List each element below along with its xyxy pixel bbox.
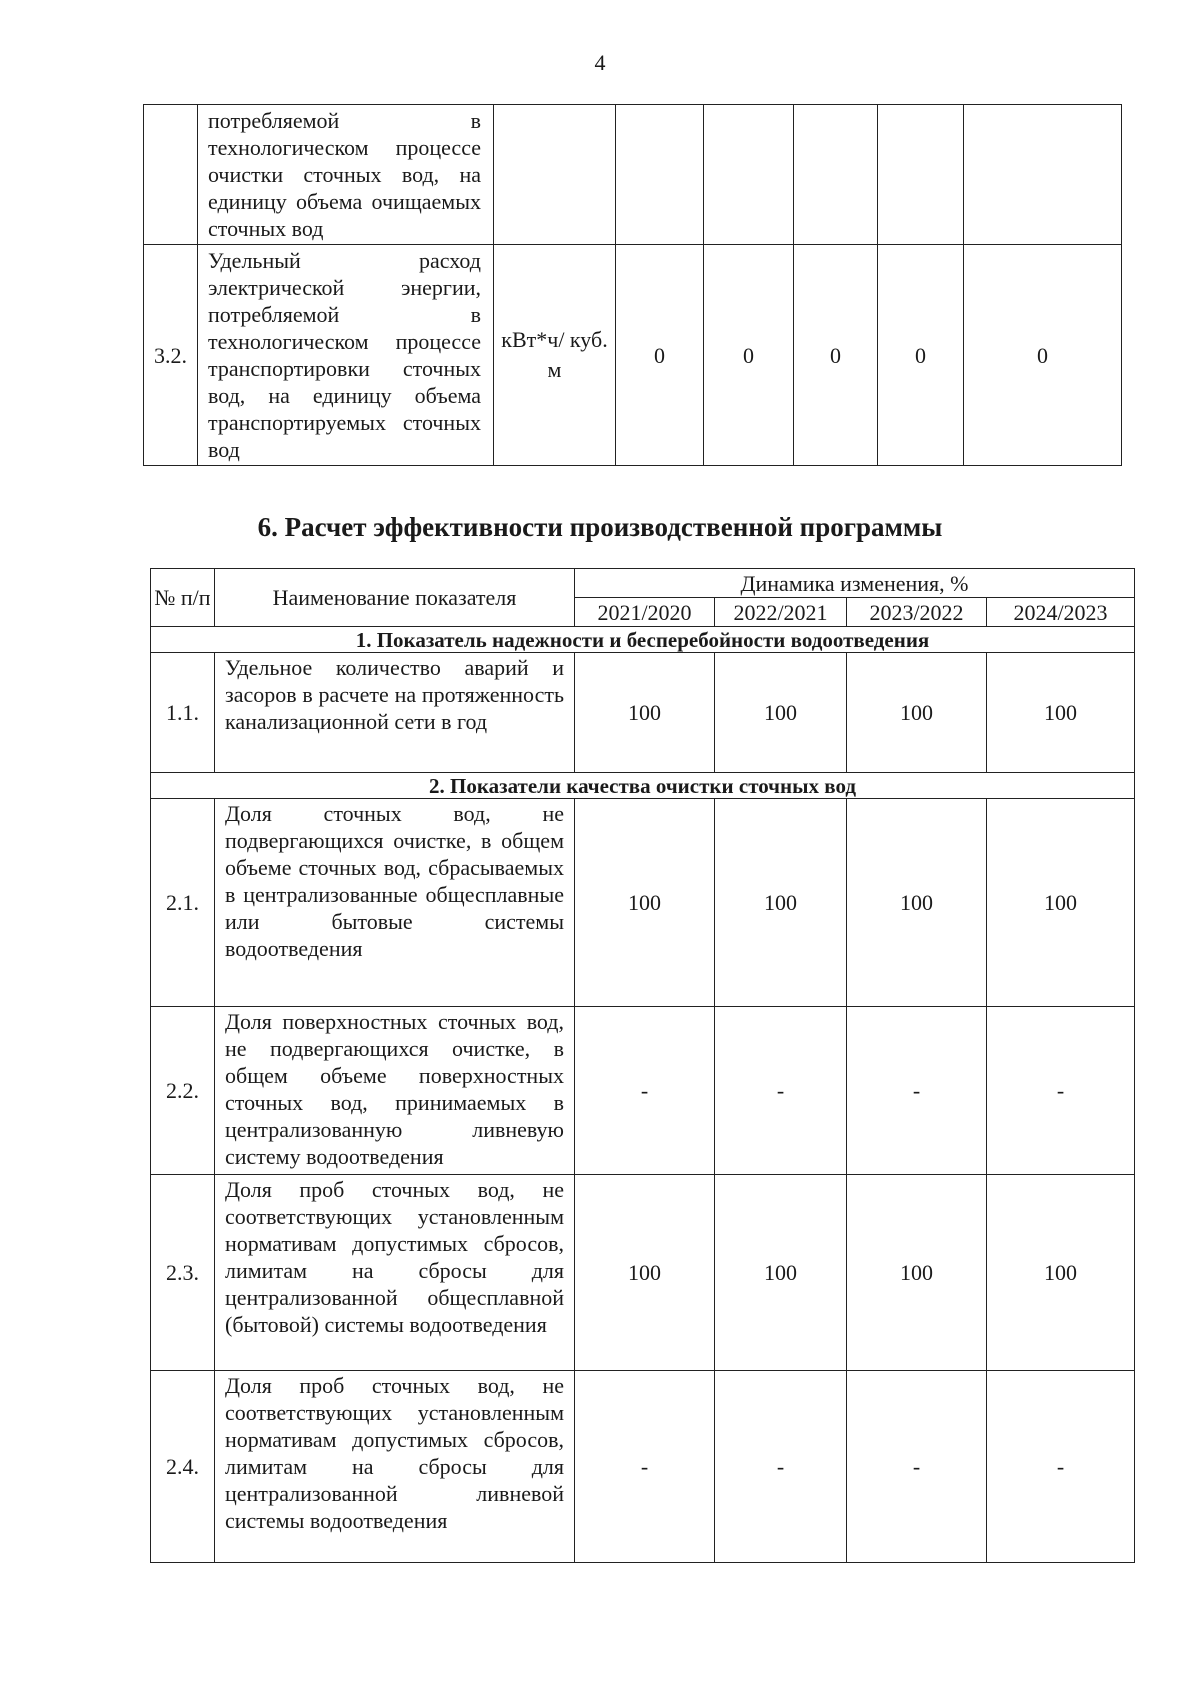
value-cell: 0 <box>616 245 704 466</box>
value-cell: 100 <box>575 1175 715 1371</box>
value-cell <box>704 105 794 245</box>
row-number: 2.1. <box>151 799 215 1007</box>
value-cell: 100 <box>715 653 847 773</box>
row-number: 2.3. <box>151 1175 215 1371</box>
indicator-name: Удельный расход электрической энергии, потребляемой в технологическом процессе транспортировки сточных вод, на единицу объема транспортируемых сточных вод <box>198 245 494 466</box>
value-cell: - <box>575 1007 715 1175</box>
value-cell: 100 <box>847 799 987 1007</box>
value-cell: - <box>575 1371 715 1563</box>
header-dynamics: Динамика изменения, % <box>575 569 1135 598</box>
value-cell <box>616 105 704 245</box>
value-cell: - <box>715 1371 847 1563</box>
indicators-table-continuation <box>143 104 1122 466</box>
value-cell: 100 <box>715 799 847 1007</box>
indicator-name: Доля проб сточных вод, не соответствующих установленным нормативам допустимых сбросов, лимитам на сбросы для централизованной общесплавной (бытовой) системы водоотведения <box>215 1175 575 1371</box>
value-cell: - <box>847 1007 987 1175</box>
table-row <box>151 1371 1135 1563</box>
value-cell: 0 <box>878 245 964 466</box>
group-title: 2. Показатели качества очистки сточных вод <box>151 773 1135 799</box>
value-cell: 100 <box>987 799 1135 1007</box>
row-number: 1.1. <box>151 653 215 773</box>
table-row <box>151 653 1135 773</box>
header-year: 2021/2020 <box>575 598 715 627</box>
section-title: 6. Расчет эффективности производственной программы <box>257 512 943 542</box>
group-title: 1. Показатель надежности и бесперебойности водоотведения <box>151 627 1135 653</box>
table-header-row <box>151 569 1135 598</box>
value-cell <box>794 105 878 245</box>
value-cell: 100 <box>987 653 1135 773</box>
unit-cell: кВт*ч/ куб. м <box>494 245 616 466</box>
indicator-name: Удельное количество аварий и засоров в расчете на протяженность канализационной сети в год <box>215 653 575 773</box>
indicator-name: Доля поверхностных сточных вод, не подвергающихся очистке, в общем объеме поверхностных сточных вод, принимаемых в централизованную ливневую систему водоотведения <box>215 1007 575 1175</box>
value-cell: 0 <box>704 245 794 466</box>
group-row <box>151 773 1135 799</box>
row-number: 2.2. <box>151 1007 215 1175</box>
value-cell: - <box>987 1007 1135 1175</box>
header-year: 2024/2023 <box>987 598 1135 627</box>
table-row <box>144 245 1122 466</box>
row-number <box>144 105 198 245</box>
table-row <box>151 1007 1135 1175</box>
table-row <box>144 105 1122 245</box>
indicator-name: Доля сточных вод, не подвергающихся очистке, в общем объеме сточных вод, сбрасываемых в централизованные общесплавные или бытовые системы водоотведения <box>215 799 575 1007</box>
unit-cell <box>494 105 616 245</box>
value-cell: - <box>847 1371 987 1563</box>
indicator-name: Доля проб сточных вод, не соответствующих установленным нормативам допустимых сбросов, лимитам на сбросы для централизованной ливневой системы водоотведения <box>215 1371 575 1563</box>
efficiency-table <box>150 568 1135 1563</box>
value-cell: 100 <box>575 799 715 1007</box>
header-year: 2022/2021 <box>715 598 847 627</box>
header-indicator-name: Наименование показателя <box>215 569 575 627</box>
value-cell: 0 <box>794 245 878 466</box>
value-cell: - <box>715 1007 847 1175</box>
table-row <box>151 799 1135 1007</box>
header-number: № п/п <box>151 569 215 627</box>
row-number: 2.4. <box>151 1371 215 1563</box>
value-cell: 100 <box>987 1175 1135 1371</box>
value-cell: 100 <box>847 653 987 773</box>
indicator-name: потребляемой в технологическом процессе очистки сточных вод, на единицу объема очищаемых сточных вод <box>198 105 494 245</box>
header-year: 2023/2022 <box>847 598 987 627</box>
row-number: 3.2. <box>144 245 198 466</box>
value-cell: 100 <box>715 1175 847 1371</box>
table-row <box>151 1175 1135 1371</box>
value-cell: 0 <box>964 245 1122 466</box>
group-row <box>151 627 1135 653</box>
value-cell: - <box>987 1371 1135 1563</box>
value-cell <box>878 105 964 245</box>
value-cell <box>964 105 1122 245</box>
value-cell: 100 <box>575 653 715 773</box>
page-number: 4 <box>594 50 606 75</box>
value-cell: 100 <box>847 1175 987 1371</box>
